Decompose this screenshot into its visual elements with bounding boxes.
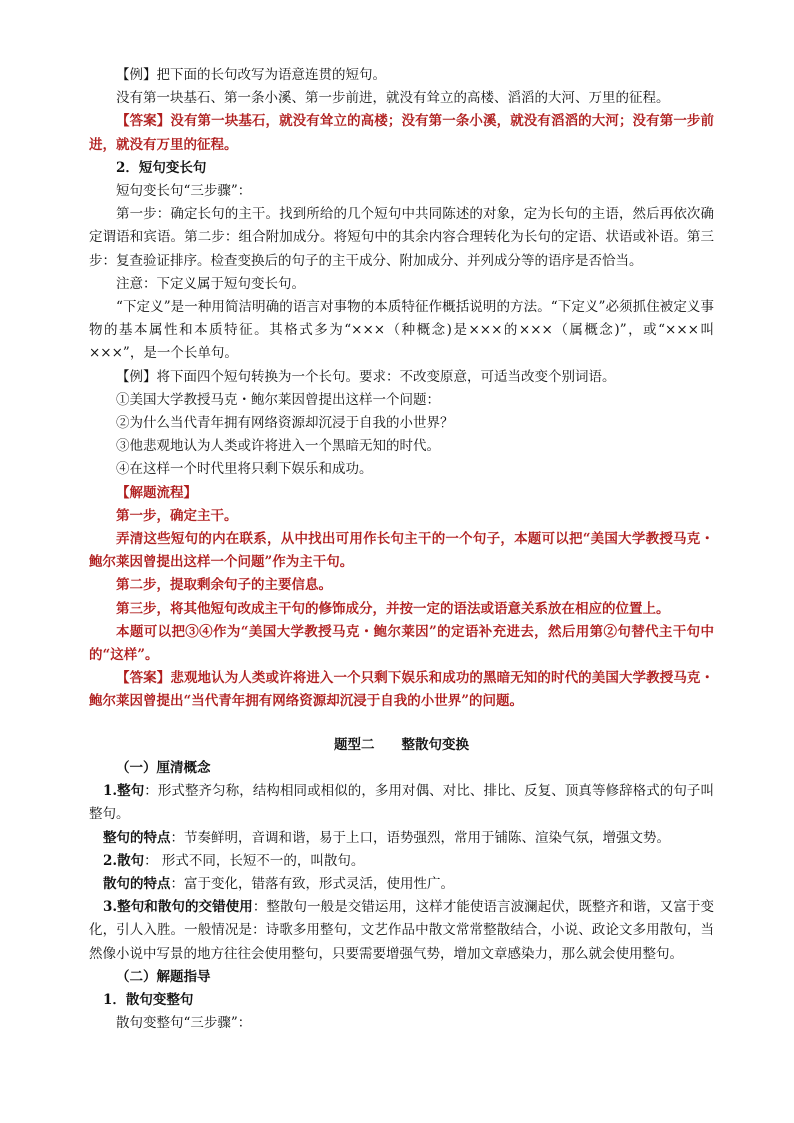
term-parallel-sentence: 1.整句 [103,783,145,800]
process-step: 本题可以把③④作为“美国大学教授马克・鲍尔莱因”的定语补充进去，然后用第②句替代主干句中的“这样”。 [89,623,714,664]
heading-loose-to-parallel: 1．散句变整句 [103,991,194,1008]
example-2-item: ③他悲观地认为人类或许将进入一个黑暗无知的时代。 [116,438,440,455]
definition-text: “下定义”是一种用简洁明确的语言对事物的本质特征作概括说明的方法。“下定义”必须抓住被定义事物的基本属性和本质特征。其格式多为“×××（种概念)是×××的×××（属概念)”，或“×××叫×××”，是一个长单句。 [89,299,714,362]
subheading-concepts: （一）厘清概念 [116,759,211,776]
term-loose-sentence: 2.散句 [103,852,145,869]
term-loose-features: 散句的特点 [103,875,171,892]
subheading-guidance: （二）解题指导 [116,968,211,985]
term-parallel-sentence-def: ：形式整齐匀称，结构相同或相似的，多用对偶、对比、排比、反复、顶真等修辞格式的句子叫整句。 [89,783,715,823]
term-loose-features-def: ：富于变化，错落有致，形式灵活，使用性广。 [170,875,454,892]
note-text: 注意：下定义属于短句变长句。 [116,275,305,292]
short-to-long-intro: 短句变长句“三步骤”： [116,183,252,200]
process-step: 第一步，确定主干。 [116,507,238,524]
example-2-item: ②为什么当代青年拥有网络资源却沉浸于自我的小世界？ [116,415,454,432]
example-1-text: 没有第一块基石、第一条小溪、第一步前进，就没有耸立的高楼、滔滔的大河、万里的征程。 [116,90,670,107]
example-1-label: 【例】把下面的长句改写为语意连贯的短句。 [116,67,386,83]
heading-short-to-long: 2．短句变长句 [116,159,207,176]
process-step: 弄清这些短句的内在联系，从中找出可用作长句主干的一个句子，本题可以把“美国大学教授马克・鲍尔莱因曾提出这样一个问题”作为主干句。 [89,531,714,571]
process-step: 第二步，提取剩余句子的主要信息。 [116,577,332,594]
term-parallel-features-def: ：节奏鲜明，音调和谐，易于上口，语势强烈，常用于铺陈、渲染气氛，增强文势。 [170,829,670,846]
three-steps-text: 第一步：确定长句的主干。找到所给的几个短句中共同陈述的对象，定为长句的主语，然后再依次确定谓语和宾语。第二步：组合附加成分。将短句中的其余内容合理转化为长句的定语、状语或补语。第三步：复查验证排序。检查变换后的句子的主干成分、附加成分、并列成分等的语序是否恰当。 [89,206,714,269]
example-2-label: 【例】将下面四个短句转换为一个长句。要求：不改变原意，可适当改变个别词语。 [116,368,616,385]
term-loose-sentence-def: ： 形式不同，长短不一的，叫散句。 [144,852,365,869]
loose-to-parallel-intro: 散句变整句“三步骤”： [116,1015,252,1032]
term-parallel-features: 整句的特点 [103,829,171,846]
example-1-answer: 【答案】没有第一块基石，就没有耸立的高楼；没有第一条小溪，就没有滔滔的大河；没有第一步前进，就没有万里的征程。 [89,113,714,153]
example-2-item: ④在这样一个时代里将只剩下娱乐和成功。 [116,461,373,478]
section-title: 题型二 整散句变换 [334,736,469,753]
process-step: 第三步，将其他短句改成主干句的修饰成分，并按一定的语法或语意关系放在相应的位置上。 [116,600,670,617]
example-2-item: ①美国大学教授马克・鲍尔莱因曾提出这样一个问题： [116,391,440,408]
example-2-answer: 【答案】悲观地认为人类或许将进入一个只剩下娱乐和成功的黑暗无知的时代的美国大学教授马克・鲍尔莱因曾提出“当代青年拥有网络资源却沉浸于自我的小世界”的问题。 [89,670,714,710]
term-mixed-use: 3.整句和散句的交错使用 [103,899,253,916]
term-mixed-use-def: ：整散句一般是交错运用，这样才能使语言波澜起伏，既整齐和谐，又富于变化，引人入胜。一般情况是：诗歌多用整句，文艺作品中散文常常整散结合，小说、政论文多用散句，当然像小说中写景的地方往往会使用整句，只要需要增强气势，增加文章感染力，那么就会使用整句。 [89,899,715,962]
process-label: 【解题流程】 [116,484,197,501]
